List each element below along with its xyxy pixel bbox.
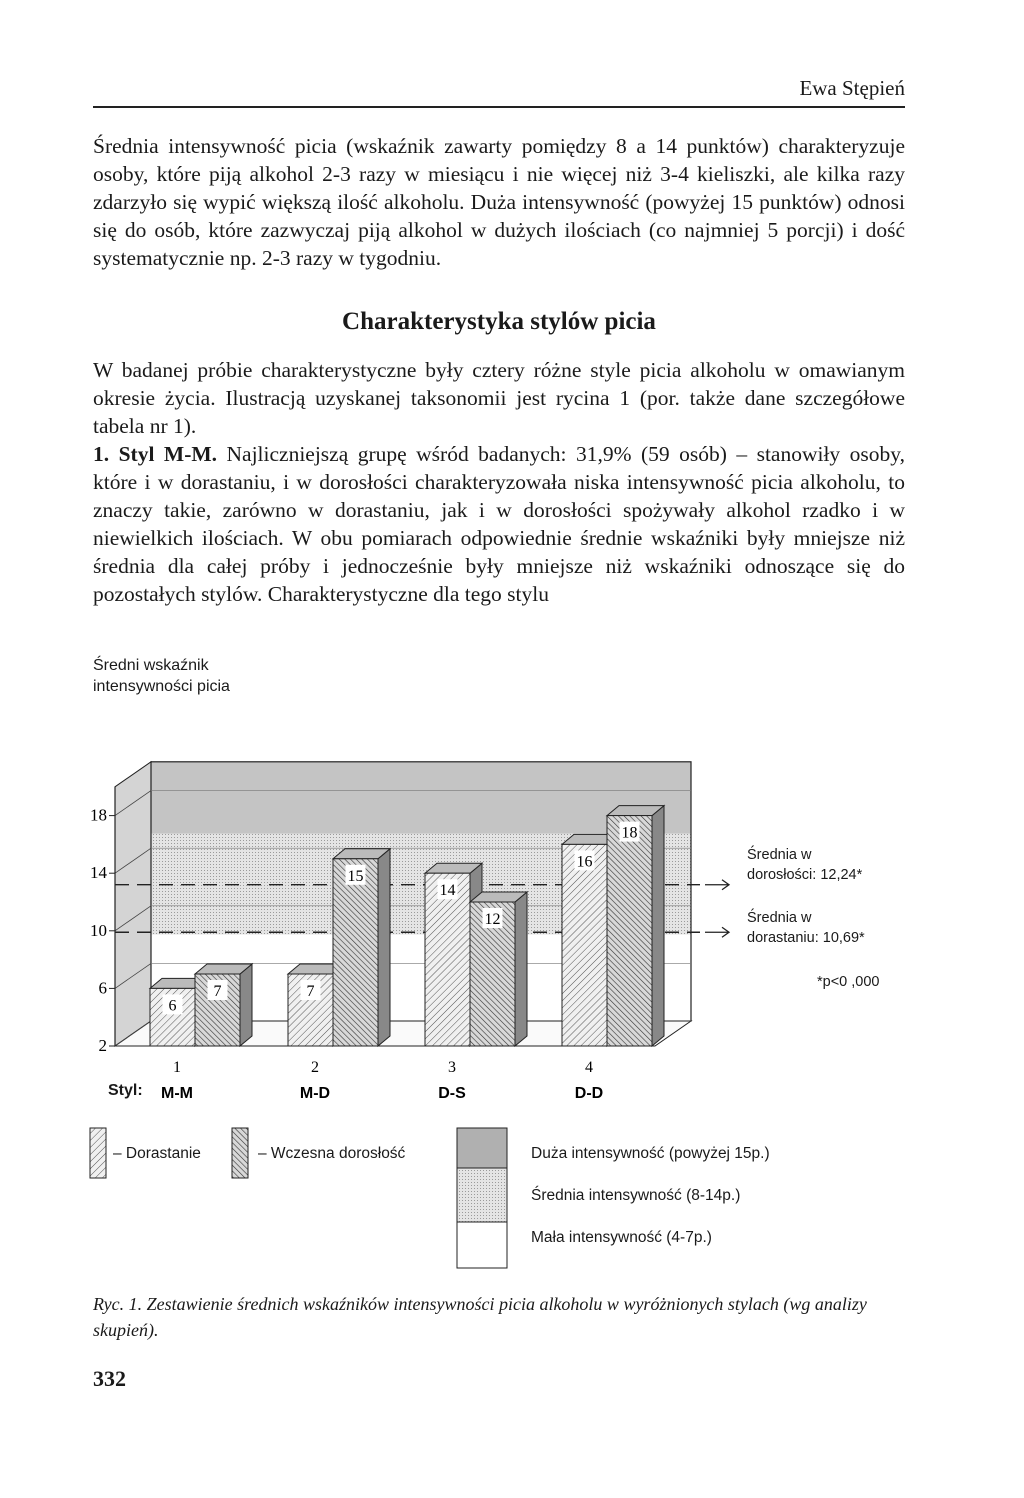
y-tick-label: 2 (98, 1036, 107, 1055)
left-wall (115, 762, 151, 1046)
bar-adolescence (562, 844, 607, 1046)
chart-ylabel-line1: Średni wskaźnik (93, 657, 209, 674)
mean-adult-label (747, 845, 862, 885)
bar-adulthood-label: 7 (213, 983, 222, 1000)
x-style-label: D-S (438, 1085, 466, 1102)
bar-adulthood-side (515, 892, 527, 1046)
bar-adulthood-side (378, 849, 390, 1046)
legend-zone-mid: Średnia intensywność (8-14p.) (531, 1187, 741, 1204)
legend-zone-high-swatch (457, 1128, 507, 1168)
legend-adolescence-swatch (90, 1128, 106, 1178)
mean-adolescent-line2: dorastaniu: 10,69* (747, 930, 865, 946)
mean-arrow (705, 880, 729, 890)
y-tick-label: 6 (98, 978, 107, 998)
paragraph-text: W badanej próbie charakterystyczne były cztery różne style picia alkoholu w omawianym okresie życia. Ilustracją uzyskanej taksonomii jest rycina 1 (por. także dane szczegółowe tabela nr 1). (93, 358, 905, 438)
bar-adolescence-label: 16 (576, 853, 593, 871)
legend-zone-low-swatch (457, 1222, 507, 1268)
x-category-label: 2 (311, 1059, 319, 1076)
bar-adolescence-label: 6 (168, 997, 177, 1015)
legend-zone-high: Duża intensywność (powyżej 15p.) (531, 1145, 770, 1162)
x-style-label: M-D (299, 1085, 331, 1102)
x-style-label: D-D (574, 1085, 604, 1102)
bar-adulthood-label: 15 (347, 867, 364, 885)
x-category-label: 3 (448, 1059, 456, 1076)
section-heading: Charakterystyka stylów picia (342, 308, 656, 335)
mean-adult-line1: Średnia w (747, 847, 812, 863)
mean-arrow (705, 927, 729, 937)
y-tick-label: 18 (90, 805, 107, 825)
legend-adulthood: – Wczesna dorosłość (258, 1145, 406, 1162)
chart-ylabel-line2: intensywności picia (93, 678, 230, 695)
paragraph-text: Średnia intensywność picia (wskaźnik zawarty pomiędzy 8 a 14 punktów) charakteryzuje osoby, które piją alkohol 2-3 razy w miesiącu i nie więcej niż 3-4 kieliszki, ale kilka razy zdarzyło się wypić większą ilość alkoholu. Duża intensywność (powyżej 15 punktów) odnosi się do osób, które zazwyczaj piją alkohol w dużych ilościach (co najmniej 5 porcji) i dość systematycznie np. 2-3 razy w tygodniu. (93, 134, 905, 270)
figure-caption: Ryc. 1. Zestawienie średnich wskaźników intensywności picia alkoholu w wyróżnionych stylach (wg analizy skupień). (93, 1294, 867, 1340)
bar-adulthood-side (652, 806, 664, 1046)
x-style-label: M-M (161, 1085, 193, 1102)
bar-adulthood-label: 12 (484, 911, 501, 928)
legend-adolescence: – Dorastanie (113, 1145, 201, 1162)
y-tick-label: 14 (90, 863, 107, 883)
significance-note: *p<0 ,000 (817, 974, 880, 990)
legend-zone-mid-swatch (457, 1168, 507, 1222)
bar-adulthood-side (240, 964, 252, 1046)
bar-adulthood (607, 816, 652, 1046)
style-prefix: Styl: (108, 1082, 143, 1099)
mean-adult-line2: dorosłości: 12,24* (747, 867, 863, 883)
bar-adolescence-label: 14 (439, 882, 456, 900)
mean-adolescent-label (747, 908, 865, 948)
bar-adulthood (333, 859, 378, 1046)
page-number: 332 (93, 1366, 126, 1391)
x-category-label: 4 (585, 1059, 593, 1076)
x-category-label: 1 (173, 1059, 181, 1076)
bar-adulthood-label: 18 (621, 824, 638, 842)
bar-adolescence-label: 7 (306, 983, 315, 1000)
mean-adolescent-line1: Średnia w (747, 910, 812, 926)
style-text: Najliczniejszą grupę wśród badanych: 31,9% (59 osób) – stanowiły osoby, które i w dorastaniu, i w dorosłości charakteryzowała niska intensywność picia alkoholu, to znaczy takie, zarówno w dorastaniu, jak i w dorosłości spożywały alkohol rzadko i w niewielkich ilościach. W obu pomiarach odpowiednie średnie wskaźniki były mniejsze niż średnia dla całej próby i jednocześnie były mniejsze niż wskaźniki odnoszące się do pozostałych stylów. Charakterystyczne dla tego stylu (93, 442, 905, 606)
running-header-author: Ewa Stępień (799, 76, 905, 100)
legend-adulthood-swatch (232, 1128, 248, 1178)
legend-zone-low: Mała intensywność (4-7p.) (531, 1229, 712, 1246)
y-tick-label: 10 (90, 920, 107, 940)
style-lead: 1. Styl M-M. (93, 442, 218, 466)
